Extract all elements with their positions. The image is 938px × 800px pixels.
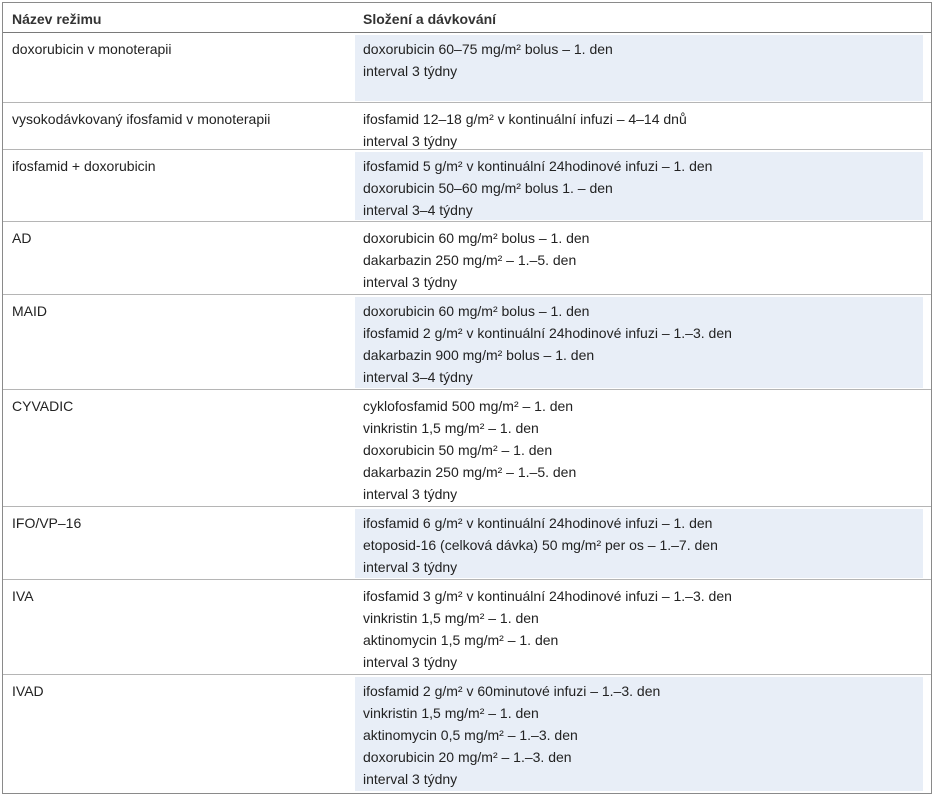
table-row xyxy=(3,675,931,793)
dosing-line: doxorubicin 20 mg/m² – 1.–3. den xyxy=(363,749,572,765)
dosing-line: vinkristin 1,5 mg/m² – 1. den xyxy=(363,705,539,721)
regimen-name: IVAD xyxy=(12,683,44,699)
dosing-line: doxorubicin 50–60 mg/m² bolus 1. – den xyxy=(363,180,613,196)
dosing-line: doxorubicin 60 mg/m² bolus – 1. den xyxy=(363,230,590,246)
regimen-composition xyxy=(355,582,923,673)
dosing-line: interval 3–4 týdny xyxy=(363,202,473,218)
regimen-name: AD xyxy=(12,230,32,246)
regimen-composition xyxy=(355,35,923,101)
table-row xyxy=(3,580,931,675)
table-row xyxy=(3,390,931,507)
dosing-line: ifosfamid 2 g/m² v 60minutové infuzi – 1.–3. den xyxy=(363,683,661,699)
dosing-line: dakarbazin 250 mg/m² – 1.–5. den xyxy=(363,464,577,480)
dosing-line: dakarbazin 250 mg/m² – 1.–5. den xyxy=(363,252,577,268)
dosing-line: ifosfamid 2 g/m² v kontinuální 24hodinové infuzi – 1.–3. den xyxy=(363,325,732,341)
table-row xyxy=(3,507,931,580)
regimen-composition xyxy=(355,105,923,148)
regimen-table xyxy=(2,2,932,794)
dosing-line: doxorubicin 50 mg/m² – 1. den xyxy=(363,442,553,458)
dosing-line: etoposid-16 (celková dávka) 50 mg/m² per os – 1.–7. den xyxy=(363,537,718,553)
dosing-line: interval 3 týdny xyxy=(363,274,458,290)
table-row xyxy=(3,295,931,390)
dosing-line: interval 3 týdny xyxy=(363,133,458,149)
dosing-line: ifosfamid 12–18 g/m² v kontinuální infuzi – 4–14 dnů xyxy=(363,111,687,127)
table-header xyxy=(3,3,931,33)
regimen-name: CYVADIC xyxy=(12,398,74,414)
regimen-name: doxorubicin v monoterapii xyxy=(12,41,172,57)
table-row xyxy=(3,222,931,295)
regimen-composition xyxy=(355,297,923,388)
header-regimen-name: Název režimu xyxy=(12,11,102,27)
dosing-line: interval 3 týdny xyxy=(363,559,458,575)
dosing-line: vinkristin 1,5 mg/m² – 1. den xyxy=(363,610,539,626)
dosing-line: aktinomycin 1,5 mg/m² – 1. den xyxy=(363,632,559,648)
regimen-composition xyxy=(355,677,923,791)
dosing-line: aktinomycin 0,5 mg/m² – 1.–3. den xyxy=(363,727,578,743)
regimen-composition xyxy=(355,509,923,578)
regimen-composition xyxy=(355,152,923,220)
dosing-line: interval 3 týdny xyxy=(363,771,458,787)
dosing-line: doxorubicin 60 mg/m² bolus – 1. den xyxy=(363,303,590,319)
dosing-line: interval 3 týdny xyxy=(363,63,458,79)
dosing-line: dakarbazin 900 mg/m² bolus – 1. den xyxy=(363,347,595,363)
regimen-composition xyxy=(355,224,923,293)
dosing-line: doxorubicin 60–75 mg/m² bolus – 1. den xyxy=(363,41,613,57)
table-row xyxy=(3,33,931,103)
dosing-line: ifosfamid 5 g/m² v kontinuální 24hodinové infuzi – 1. den xyxy=(363,158,713,174)
regimen-name: IFO/VP–16 xyxy=(12,515,82,531)
regimen-name: vysokodávkovaný ifosfamid v monoterapii xyxy=(12,111,271,127)
regimen-composition xyxy=(355,392,923,505)
regimen-name: MAID xyxy=(12,303,47,319)
regimen-name: ifosfamid + doxorubicin xyxy=(12,158,156,174)
table-row xyxy=(3,103,931,150)
dosing-line: ifosfamid 3 g/m² v kontinuální 24hodinové infuzi – 1.–3. den xyxy=(363,588,732,604)
dosing-line: interval 3 týdny xyxy=(363,486,458,502)
regimen-name: IVA xyxy=(12,588,34,604)
dosing-line: interval 3–4 týdny xyxy=(363,369,473,385)
header-composition-dosing: Složení a dávkování xyxy=(363,11,497,27)
dosing-line: interval 3 týdny xyxy=(363,654,458,670)
table-row xyxy=(3,150,931,222)
dosing-line: ifosfamid 6 g/m² v kontinuální 24hodinové infuzi – 1. den xyxy=(363,515,713,531)
dosing-line: cyklofosfamid 500 mg/m² – 1. den xyxy=(363,398,574,414)
dosing-line: vinkristin 1,5 mg/m² – 1. den xyxy=(363,420,539,436)
table-body xyxy=(3,33,931,793)
